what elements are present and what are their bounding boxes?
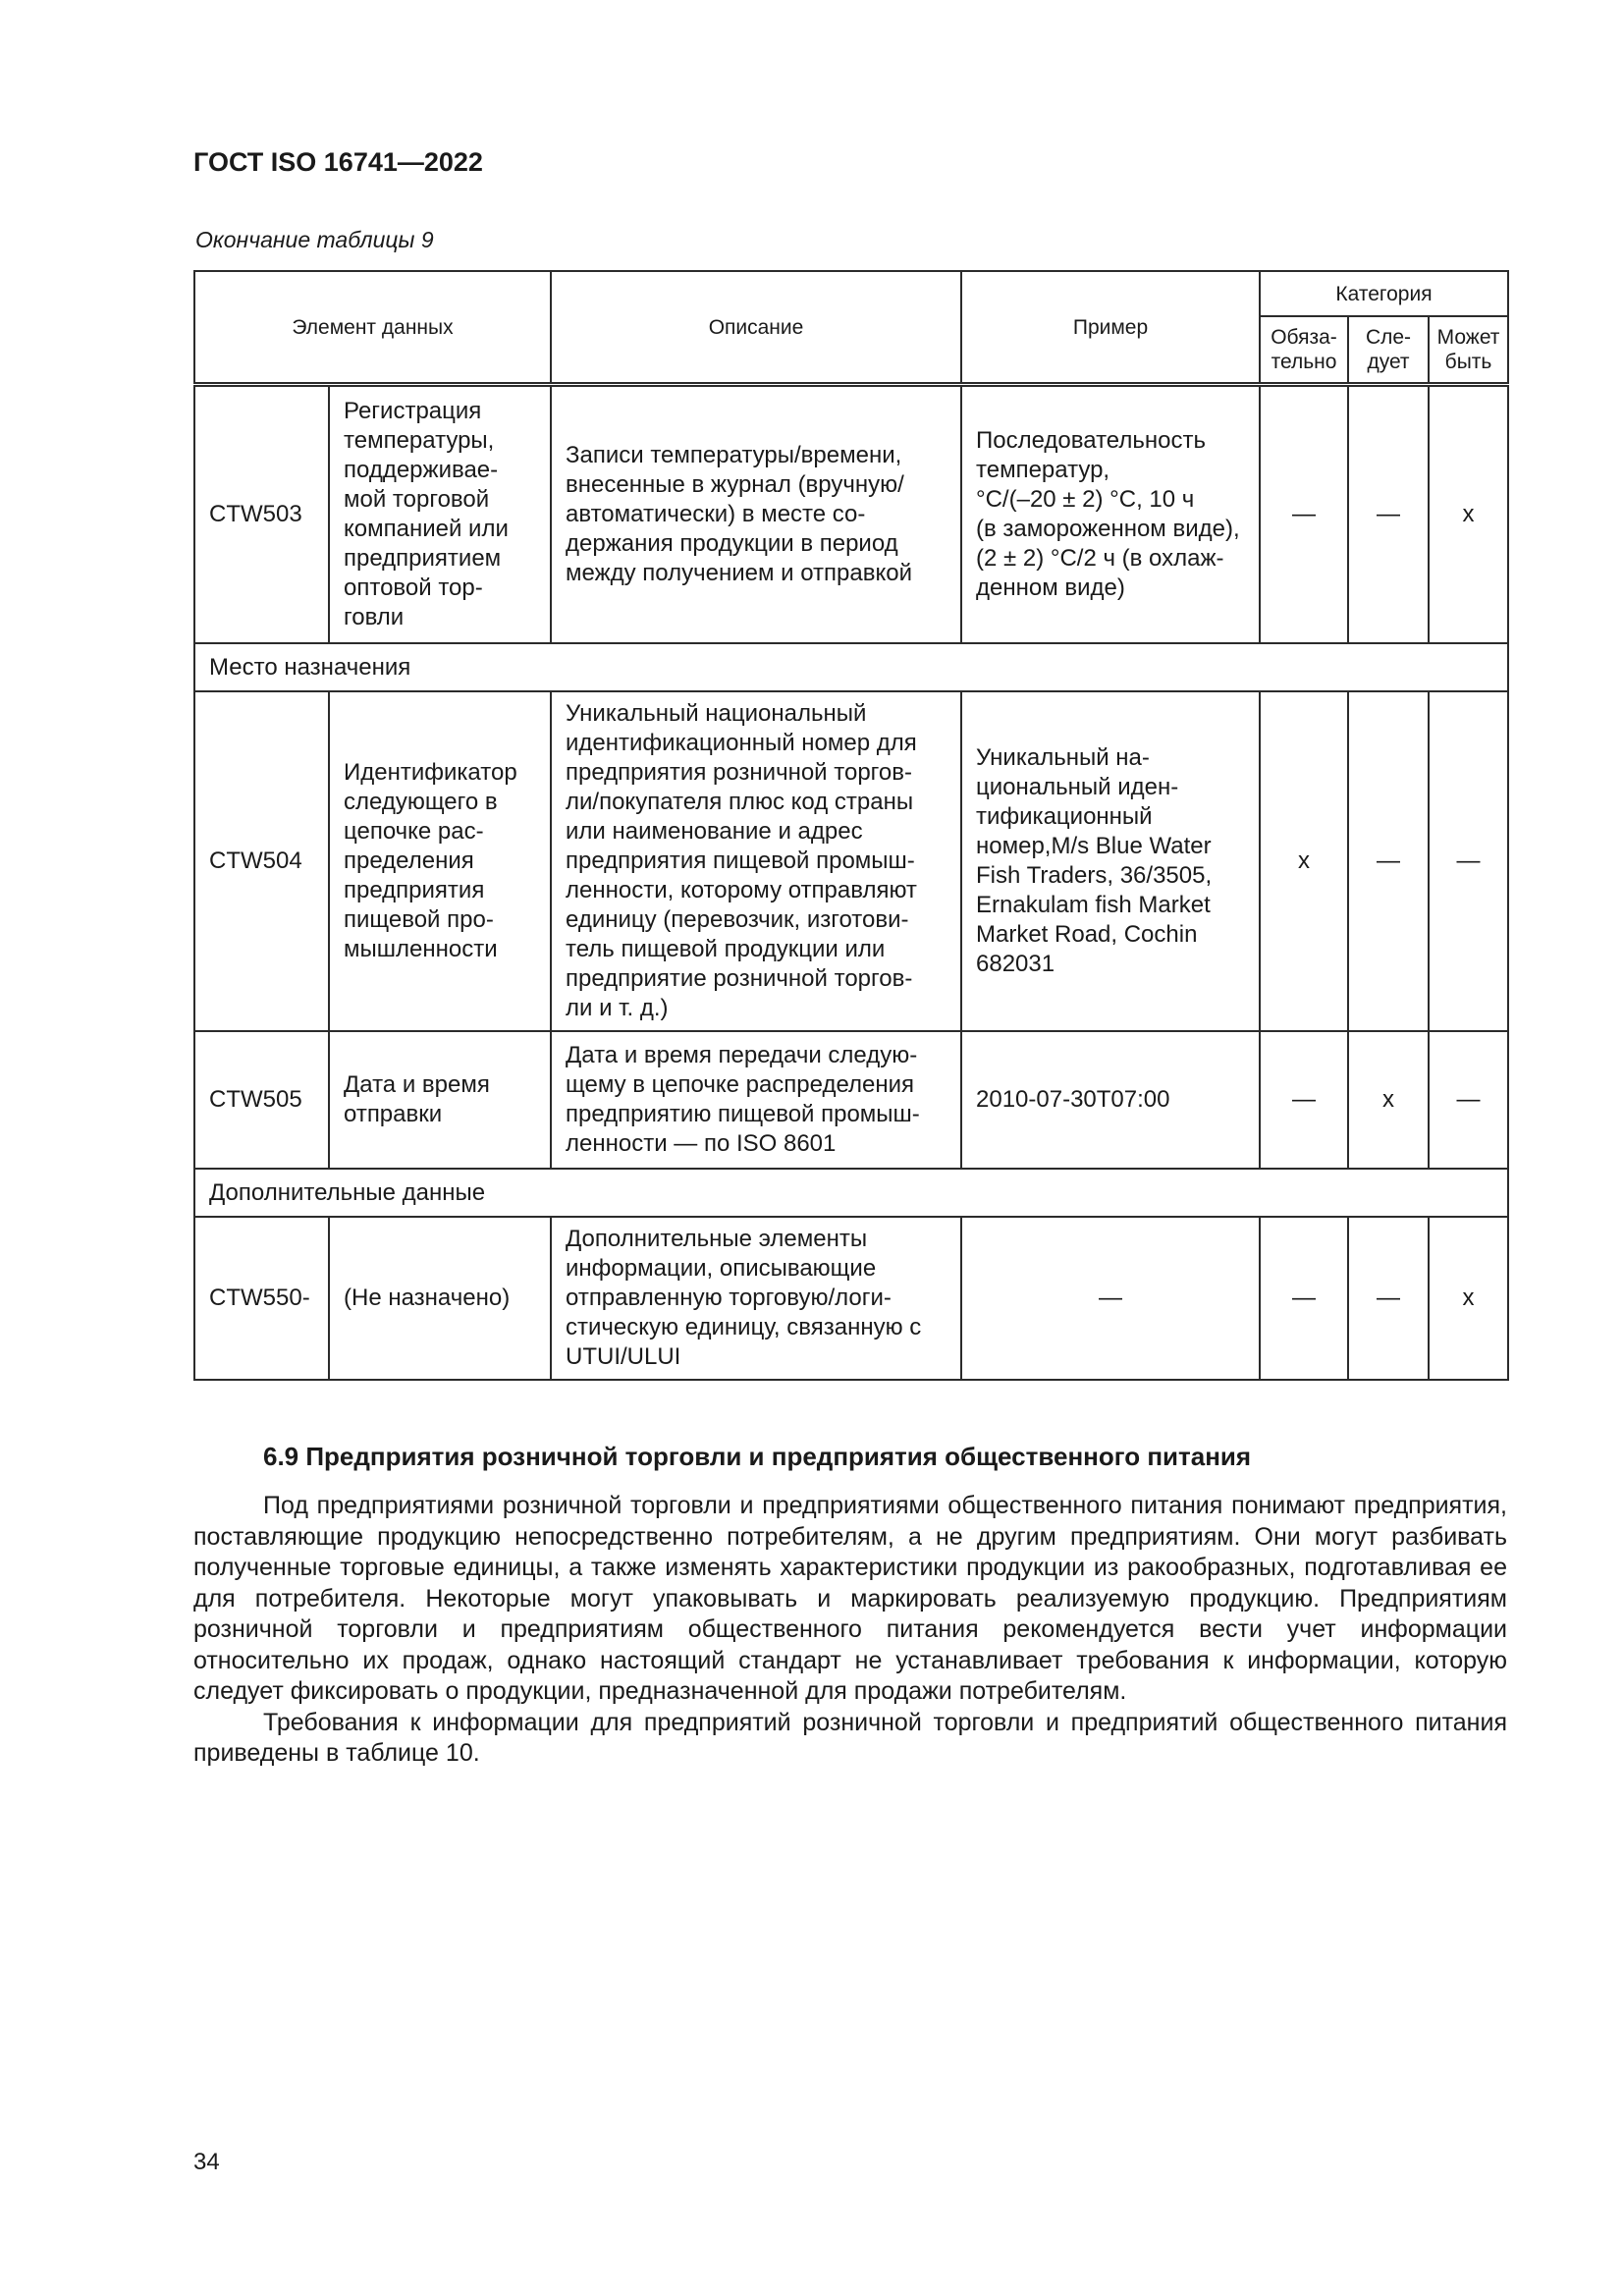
section-label: Дополнительные данные (194, 1169, 1508, 1217)
data-elements-table (193, 270, 1509, 1381)
row-example: — (961, 1217, 1260, 1380)
row-mandatory: — (1260, 1031, 1348, 1169)
row-description: Дата и время передачи следую- щему в цепочке распределения предприятию пищевой промыш- ленности — по ISO 8601 (551, 1031, 961, 1169)
header-mandatory: Обяза- тельно (1260, 316, 1348, 385)
row-name: Регистрация температуры, поддерживае- мой торговой компанией или предприятием оптовой тор- говли (329, 385, 551, 644)
row-code: CTW505 (194, 1031, 329, 1169)
row-should: x (1348, 1031, 1429, 1169)
header-description: Описание (551, 271, 961, 385)
row-should: — (1348, 691, 1429, 1031)
row-may: x (1429, 385, 1508, 644)
section-label: Место назначения (194, 643, 1508, 691)
row-description: Уникальный национальный идентификационный номер для предприятия розничной торгов- ли/покупателя плюс код страны или наименование и адрес предприятия пищевой промыш- ленности, которому отправляют единицу (перевозчик, изготови- тель пищевой продукции или предприятие розничной торгов- ли и т. д.) (551, 691, 961, 1031)
row-may: — (1429, 691, 1508, 1031)
row-name: Идентификатор следующего в цепочке рас- пределения предприятия пищевой про- мышленности (329, 691, 551, 1031)
row-name: Дата и время отправки (329, 1031, 551, 1169)
row-code: CTW503 (194, 385, 329, 644)
row-mandatory: x (1260, 691, 1348, 1031)
row-should: — (1348, 1217, 1429, 1380)
row-example: 2010-07-30T07:00 (961, 1031, 1260, 1169)
row-example: Последовательность температур, °C/(–20 ± 2) °C, 10 ч (в замороженном виде), (2 ± 2) °C/2 ч (в охлаж- денном виде) (961, 385, 1260, 644)
row-mandatory: — (1260, 385, 1348, 644)
table-section-row (194, 643, 1508, 691)
table-row (194, 385, 1508, 644)
header-may: Может быть (1429, 316, 1508, 385)
table-section-row (194, 1169, 1508, 1217)
row-may: x (1429, 1217, 1508, 1380)
row-mandatory: — (1260, 1217, 1348, 1380)
header-should: Сле- дует (1348, 316, 1429, 385)
row-should: — (1348, 385, 1429, 644)
header-element: Элемент данных (194, 271, 551, 385)
row-code: CTW504 (194, 691, 329, 1031)
row-description: Дополнительные элементы информации, описывающие отправленную торговую/логи- стическую единицу, связанную с UTUI/ULUI (551, 1217, 961, 1380)
section-heading: 6.9 Предприятия розничной торговли и предприятия общественного питания (263, 1442, 1252, 1471)
document-header: ГОСТ ISO 16741—2022 (193, 147, 483, 177)
table-row (194, 1031, 1508, 1169)
table-caption: Окончание таблицы 9 (195, 227, 434, 252)
table-row (194, 691, 1508, 1031)
header-category: Категория (1260, 271, 1508, 316)
page-number: 34 (193, 2149, 220, 2175)
section-body (193, 1491, 1507, 1770)
table-row (194, 1217, 1508, 1380)
row-example: Уникальный на- циональный иден- тификационный номер,M/s Blue Water Fish Traders, 36/3505, Ernakulam fish Market Market Road, Cochin 682031 (961, 691, 1260, 1031)
row-description: Записи температуры/времени, внесенные в журнал (вручную/ автоматически) в месте со- держания продукции в период между получением и отправкой (551, 385, 961, 644)
header-example: Пример (961, 271, 1260, 385)
paragraph: Под предприятиями розничной торговли и предприятиями общественного питания понимают предприятия, поставляющие продукцию непосредственно потребителям, а не другим предприятиям. Они могут разбивать полученные торговые единицы, а также изменять характеристики продукции из ракообразных, подготавливая ее для потребителя. Некоторые могут упаковывать и маркировать реализуемую продукцию. Предприятиям розничной торговли и предприятиям общественного питания рекомендуется вести учет информации относительно их продаж, однако настоящий стандарт не устанавливает требования к информации, которую следует фиксировать о продукции, предназначенной для продажи потребителям. (193, 1492, 1507, 1705)
row-may: — (1429, 1031, 1508, 1169)
paragraph: Требования к информации для предприятий розничной торговли и предприятий общественного питания приведены в таблице 10. (193, 1708, 1507, 1767)
row-code: CTW550- (194, 1217, 329, 1380)
row-name: (Не назначено) (329, 1217, 551, 1380)
